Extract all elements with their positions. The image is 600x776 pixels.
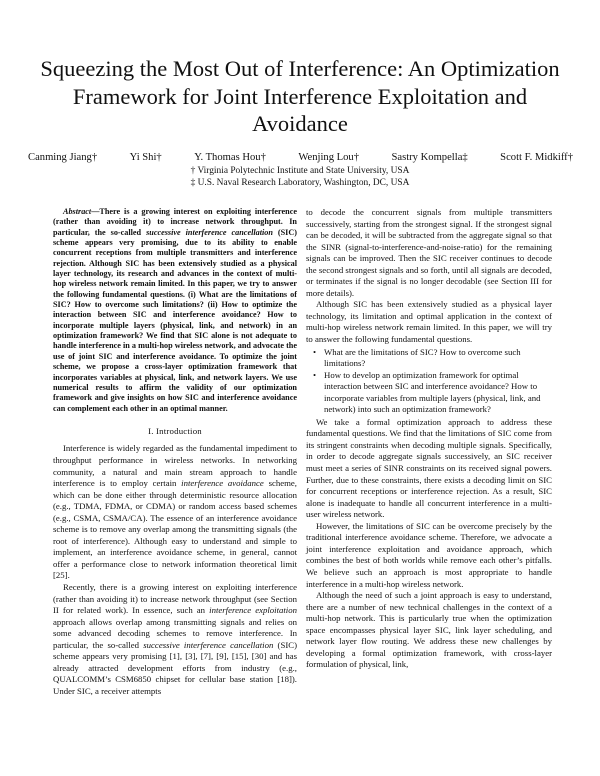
paragraph-emphasis: interference avoidance <box>181 478 264 489</box>
list-item: • How to develop an optimization framework for optimal interaction between SIC and interference avoidance? How to incorporate variables from multiple layers (physical, link, and network) into such an optimization framework? <box>306 370 552 416</box>
author-name: Yi Shi† <box>129 152 162 163</box>
author-name: Canming Jiang† <box>28 152 98 163</box>
abstract-text: There is a growing interest on exploiting interference (rather than avoiding it) to increase network throughput. In particular, the so-called <box>53 207 297 237</box>
abstract <box>53 207 297 414</box>
intro-paragraph: Although the need of such a joint approach is easy to understand, there are a number of new technical challenges in the context of a multi-hop network. This is particularly true when the optimization space encompasses physical layer SIC, link layer scheduling, and network layer flow routing. We address these new challenges by developing a formal optimization framework, with cross-layer formulation of physical, link, <box>306 590 552 670</box>
author-name: Sastry Kompella‡ <box>391 152 468 163</box>
abstract-emphasis: successive interference cancellation <box>146 227 273 237</box>
intro-paragraph: Although SIC has been extensively studied as a physical layer technology, its limitation and optimal application in the context of multi-hop wireless network remain limited. In this paper, we will try to answer the following fundamental questions. <box>306 299 552 345</box>
affiliation-virginia-tech: † Virginia Polytechnic Institute and State University, USA <box>190 166 410 176</box>
paragraph-text: approach allows overlap among transmitting signals and relies on some advanced decoding schemes to remove interference. In particular, the so-called <box>53 616 297 650</box>
paragraph-emphasis: interference exploitation <box>209 605 297 616</box>
question-list <box>306 347 552 416</box>
intro-paragraph: We take a formal optimization approach to address these fundamental questions. We find that the limitations of SIC come from its stringent constraints when decoding multiple signals. Specifically, in order to decode aggregate signals successively, an SIC receiver must meet a series of SINR constraints on its received signal powers. Further, due to these constraints, there exists a decoding limit on SIC for concurrent receptions or interference rejection. As a result, SIC alone is inadequate to handle all concurrent interference in a multi-user wireless network. <box>306 416 552 520</box>
paragraph-emphasis: successive interference cancellation <box>143 639 274 650</box>
paragraph-text: Recently, there is a growing interest on exploiting interference (rather than avoiding it) to increase network throughput (see Section II for related work). In essence, such an <box>53 581 297 616</box>
list-item: • What are the limitations of SIC? How to overcome such limitations? <box>306 347 552 370</box>
intro-paragraph: However, the limitations of SIC can be overcome precisely by the traditional interference avoidance scheme. Therefore, we advocate a joint interference exploitation and avoidance approach, which combines the best of both worlds while remove each other’s pitfalls. We believe such an approach is most appropriate to handle interference in a multi-hop wireless network. <box>306 520 552 589</box>
abstract-separator: — <box>91 207 100 216</box>
paragraph-text: scheme, which can be done either through deterministic resource allocation (e.g., TDMA, FDMA, or CDMA) or random access based schemes (e.g., CSMA, CSMA/CA). The essence of an interference avoidance scheme is to remove any overlap among the transmitting signals (the root of interference). Although easy to understand and simple to implement, an interference avoidance scheme, in general, cannot offer a performance close to network information theoretical limit [25]. <box>53 478 297 581</box>
author-list <box>28 151 573 164</box>
intro-paragraph-continued: to decode the concurrent signals from multiple transmitters successively, starting from the strongest signal. If the strongest signal can be decoded, it will be subtracted from the aggregate signal so that the SINR (signal-to-interference-and-noise-ratio) for the remaining signals can be improved. Then the SIC receiver continues to decode the second strongest signals and so forth, until all signals are decoded, or terminates if the signal is no longer decodable (see Section III for more details). <box>306 207 552 298</box>
left-column <box>53 207 297 697</box>
paragraph-text: Interference is widely regarded as the fundamental impediment to throughput performance in wireless networks. In networking community, a natural and main stream approach to handle interference is to employ certain <box>53 443 297 489</box>
right-column <box>306 207 552 671</box>
abstract-label: Abstract <box>63 207 92 216</box>
section-heading-introduction: I. Introduction <box>148 425 202 436</box>
paper-title: Squeezing the Most Out of Interference: An Optimization Framework for Joint Interference Exploitation and Avoidance <box>40 56 560 136</box>
intro-paragraph <box>53 582 297 697</box>
affiliation-nrl: ‡ U.S. Naval Research Laboratory, Washington, DC, USA <box>190 178 410 188</box>
author-name: Wenjing Lou† <box>298 152 360 163</box>
intro-paragraph <box>53 443 297 582</box>
author-name: Y. Thomas Hou† <box>194 152 266 163</box>
paragraph-text: (SIC) scheme appears very promising [1], [3], [7], [9], [15], [30] and has already attracted development efforts from industry (e.g., QUALCOMM’s CSM6850 chipset for cellular base station [18]). Under SIC, a receiver attempts <box>53 639 297 696</box>
author-name: Scott F. Midkiff† <box>500 152 573 163</box>
abstract-text: (SIC) scheme appears very promising, due to its ability to enable concurrent receptions from multiple transmitters and interference rejection. Although SIC has been extensively studied as a physical layer technology, its research and advances in the context of multi-hop wireless network remain limited. In this paper, we try to answer the following fundamental questions. (i) What are the limitations of SIC? How to overcome such limitations? (ii) How to optimize the interaction between SIC and interference avoidance? How to incorporate multiple layers (physical, link, and network) in an optimization framework? We find that SIC alone is not adequate to handle interference in a multi-hop wireless network, and advocate the use of joint SIC and interference avoidance. To optimize the joint scheme, we propose a cross-layer optimization framework that incorporates variables at physical, link, and network layers. We use numerical results to affirm the validity of our optimization framework and give insights on how SIC and interference avoidance can complement each other in an optimal manner. <box>53 227 298 413</box>
